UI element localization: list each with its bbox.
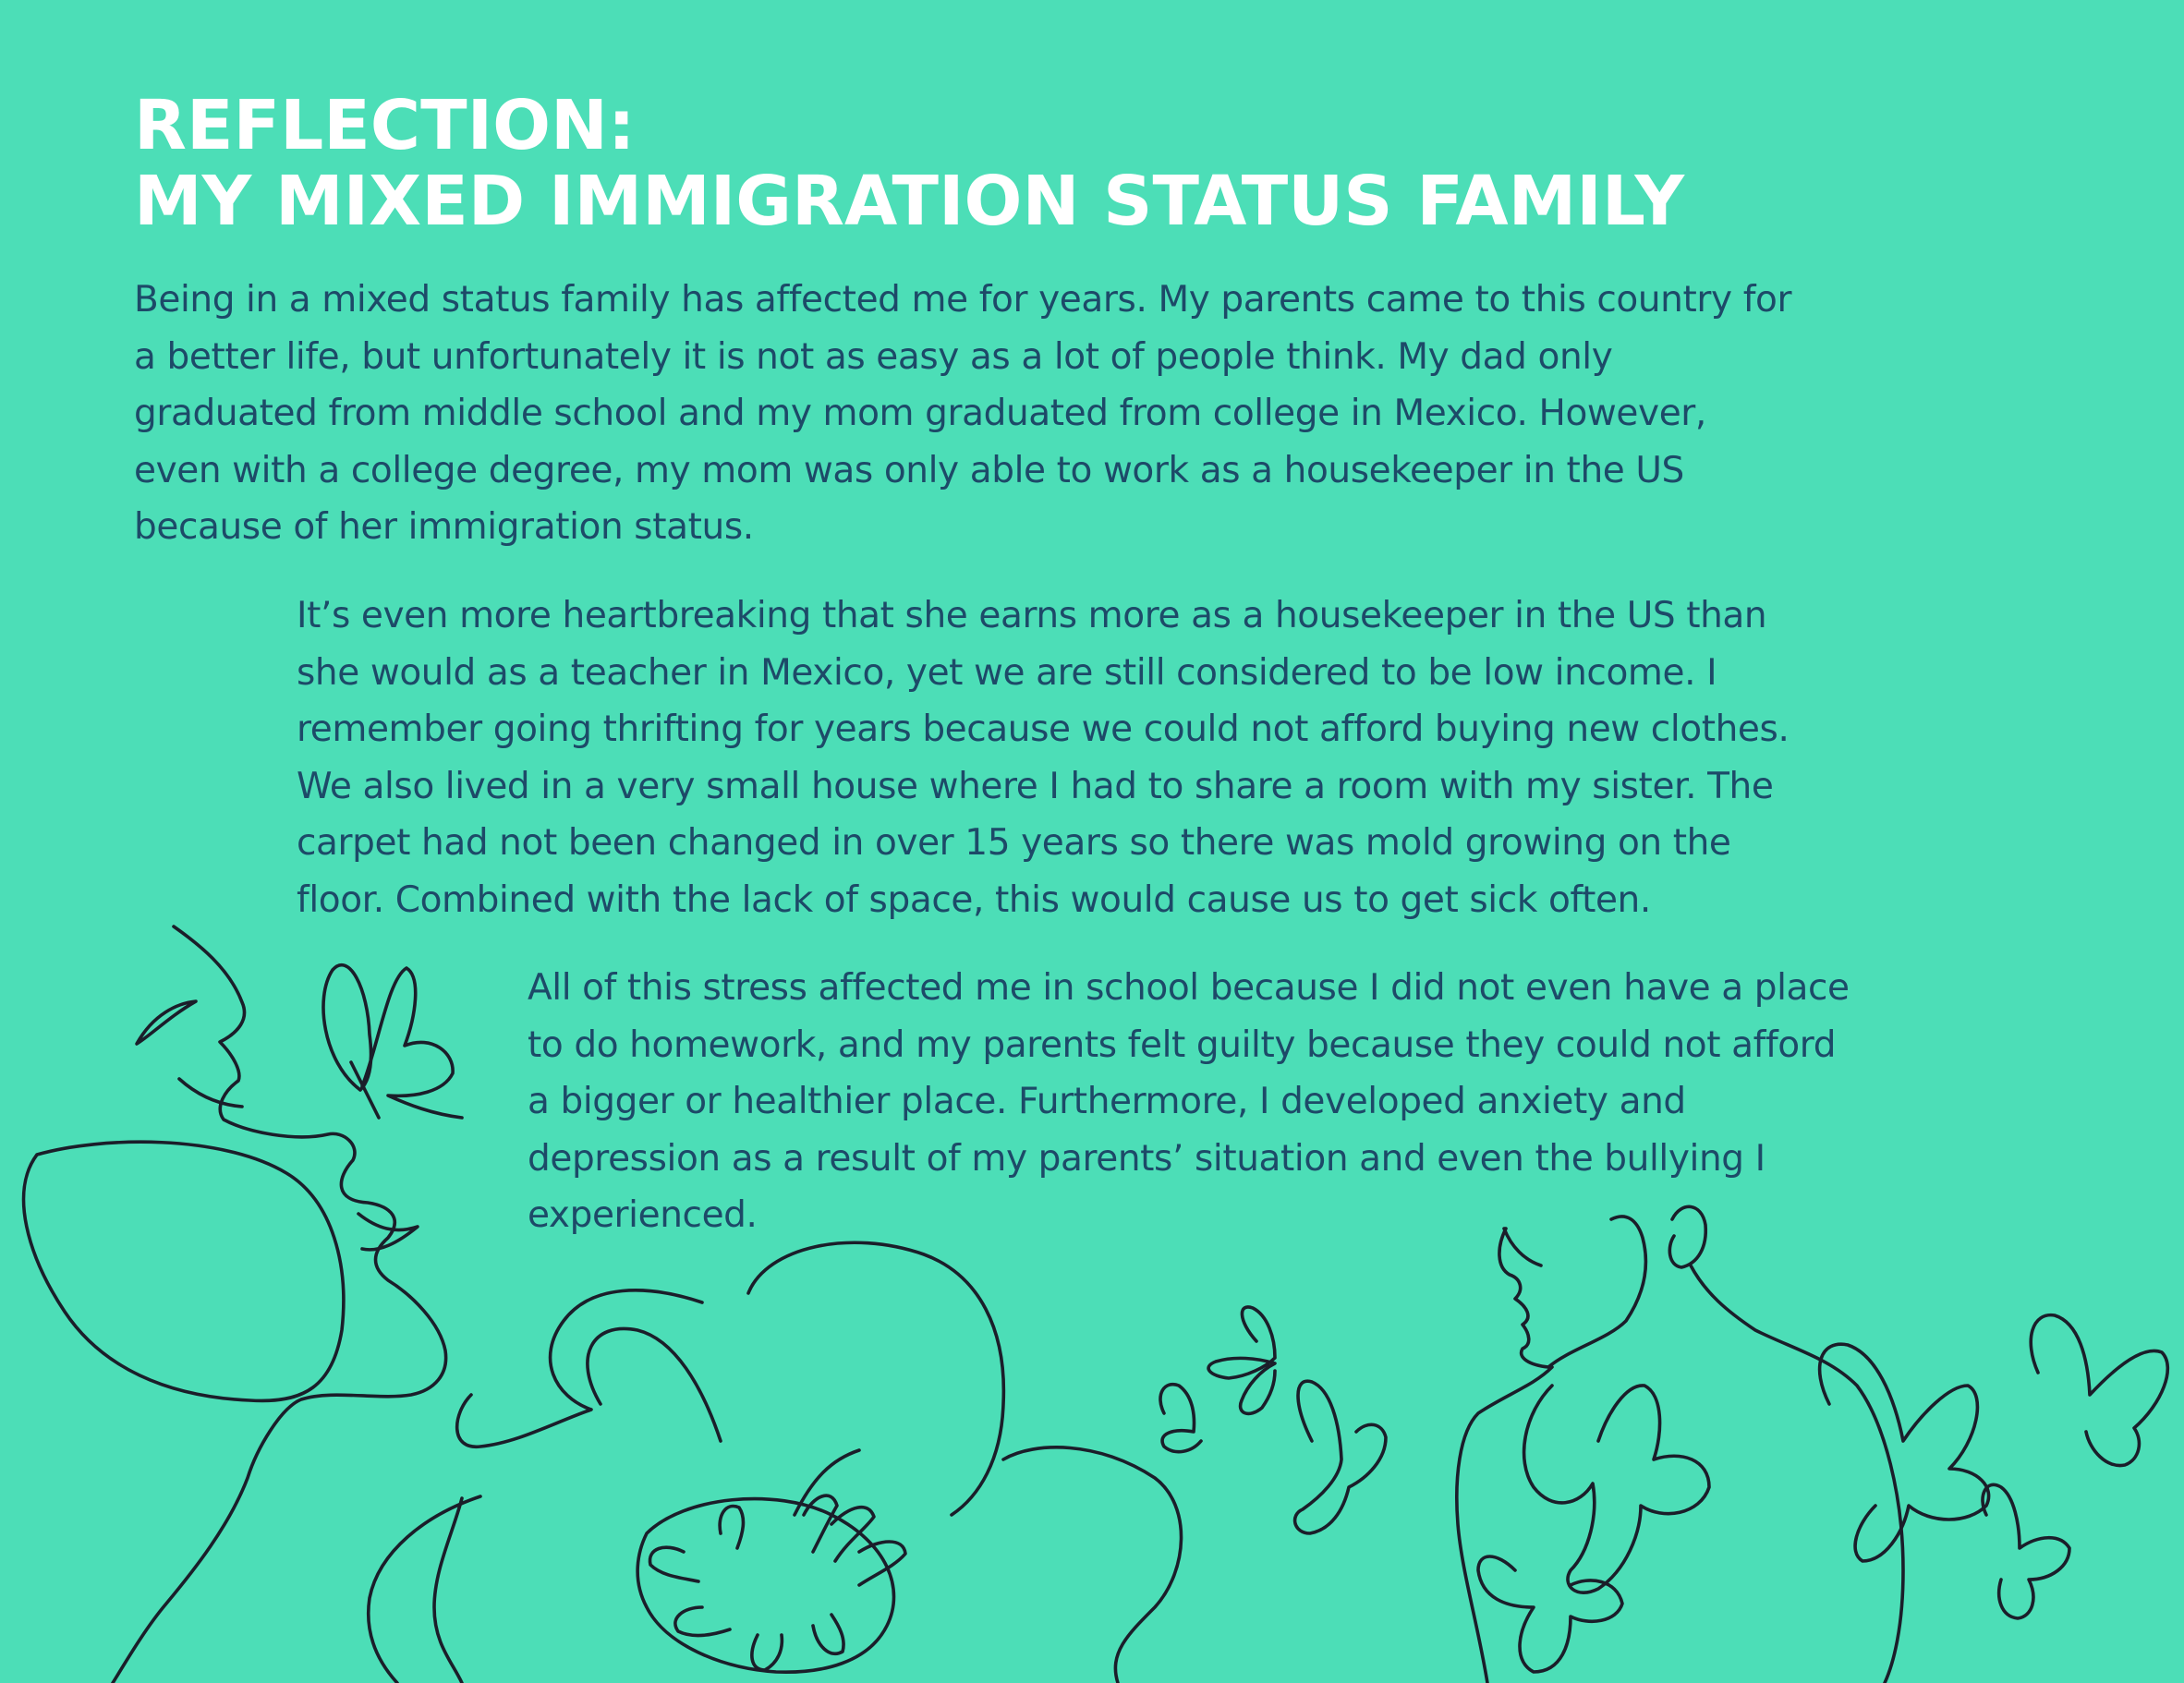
woman-face-profile (113, 926, 446, 1683)
paragraph-line: even with a college degree, my mom was only able to work as a housekeeper in the US (134, 449, 1684, 491)
flower-stamen-1 (804, 1495, 837, 1552)
title-line-2: MY MIXED IMMIGRATION STATUS FAMILY (134, 162, 1685, 241)
woman-eyelid (179, 1079, 242, 1107)
paragraph-line: All of this stress affected me in school because I did not even have a place (528, 967, 1850, 1009)
butterfly-right-lower (1983, 1484, 2069, 1618)
butterfly-center-large (1524, 1386, 1709, 1592)
flower-stem (795, 1450, 859, 1515)
flower-center-ring (637, 1499, 893, 1673)
flower-petal-bottom-left-inner (434, 1498, 462, 1683)
paragraph-line: Being in a mixed status family has affected me for years. My parents came to this country for (134, 279, 1792, 321)
paragraph-housing (297, 587, 1789, 928)
butterfly-small-face (323, 965, 462, 1118)
flower-stamen-4 (649, 1547, 698, 1581)
paragraph-intro (134, 272, 1791, 556)
paragraph-line: graduated from middle school and my mom graduated from college in Mexico. However, (134, 393, 1706, 434)
paragraph-line: because of her immigration status. (134, 506, 754, 548)
paragraph-stress (528, 960, 1850, 1244)
butterfly-right-large (1820, 1344, 1989, 1561)
flower-stamen-7 (813, 1615, 843, 1653)
flower-petal-bottom-left (369, 1496, 480, 1683)
flower-stamen-2 (831, 1507, 874, 1561)
butterfly-far-left-small (1160, 1385, 1201, 1452)
woman-profile-illustration (24, 926, 446, 1683)
flower-illustration (369, 1242, 1182, 1683)
paragraph-line: We also lived in a very small house where I had to share a room with my sister. The (297, 765, 1774, 807)
flower-petal-top (748, 1242, 1003, 1515)
paragraph-line: carpet had not been changed in over 15 years so there was mold growing on the (297, 822, 1731, 864)
flower-stamen-8 (720, 1507, 743, 1548)
paragraph-line: floor. Combined with the lack of space, this would cause us to get sick often. (297, 878, 1651, 921)
paragraph-line: she would as a teacher in Mexico, yet we are still considered to be low income. I (297, 651, 1717, 694)
butterfly-right-upper (2031, 1315, 2167, 1466)
man-with-butterflies-illustration (1160, 1206, 2167, 1683)
paragraph-line: to do homework, and my parents felt guilty because they could not afford (528, 1023, 1837, 1066)
paragraph-line: a better life, but unfortunately it is not as easy as a lot of people think. My dad only (134, 335, 1613, 378)
flower-petal-top-left (588, 1328, 721, 1441)
flower-stamen-3 (859, 1542, 905, 1585)
leaf-shape (24, 1142, 344, 1400)
woman-lips (358, 1214, 418, 1250)
man-face-profile (1499, 1229, 1548, 1367)
flower-petal-right (1003, 1447, 1182, 1683)
flower-stamen-5 (675, 1607, 730, 1635)
butterfly-center-low (1478, 1556, 1622, 1672)
flower-petal-left (457, 1290, 702, 1447)
flower-stamen-6 (752, 1635, 782, 1670)
paragraph-line: a bigger or healthier place. Furthermore, I developed anxiety and (528, 1081, 1686, 1122)
paragraph-line: depression as a result of my parents’ situation and even the bullying I (528, 1137, 1765, 1180)
paragraph-line: It’s even more heartbreaking that she earns more as a housekeeper in the US than (297, 595, 1767, 636)
woman-hair-curl (137, 1001, 196, 1044)
title-line-1: REFLECTION: (134, 86, 636, 165)
page-title (134, 88, 1684, 239)
man-neck-front (1457, 1367, 1552, 1683)
paragraph-line: experienced. (528, 1194, 758, 1236)
butterfly-left-mid (1295, 1381, 1386, 1533)
man-neck-back (1691, 1265, 1903, 1683)
butterfly-left-small (1208, 1307, 1275, 1414)
paragraph-line: remember going thrifting for years because we could not afford buying new clothes. (297, 708, 1790, 750)
